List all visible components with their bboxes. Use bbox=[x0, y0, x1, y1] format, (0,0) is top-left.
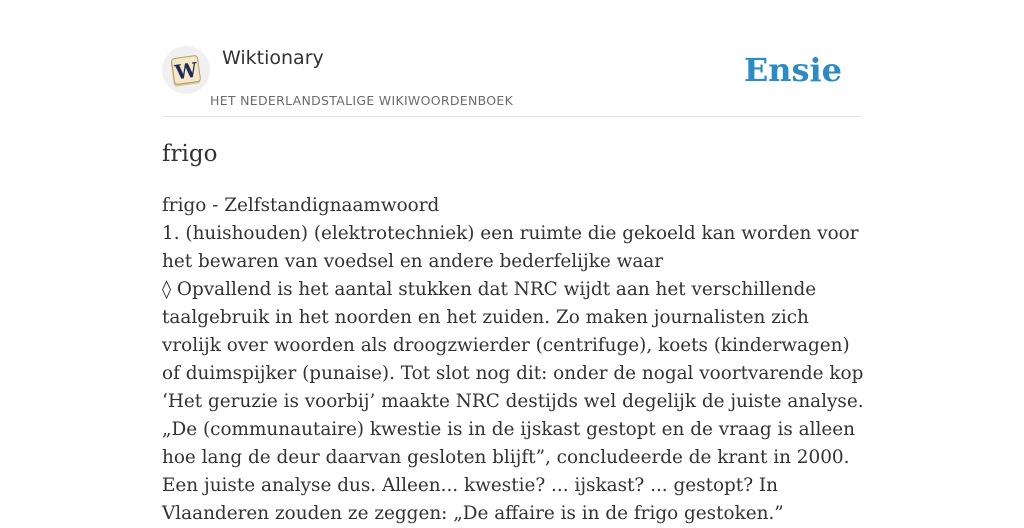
entry-content bbox=[162, 138, 872, 528]
site-name[interactable]: Wiktionary bbox=[222, 47, 324, 69]
definition-text: 1. (huishouden) (elektrotechniek) een ruimte die gekoeld kan worden voor het bewaren van voedsel en andere bederfelijke waar bbox=[162, 223, 859, 272]
ensie-brand-link[interactable]: Ensie bbox=[743, 51, 842, 89]
page-title: frigo bbox=[162, 141, 218, 167]
svg-text:W: W bbox=[173, 57, 199, 85]
word-class-line: frigo - Zelfstandignaamwoord bbox=[162, 195, 440, 216]
entry-body bbox=[162, 192, 872, 528]
site-tagline: HET NEDERLANDSTALIGE WIKIWOORDENBOEK bbox=[210, 93, 514, 108]
example-text: ◊ Opvallend is het aantal stukken dat NRC wijdt aan het verschillende taalgebruik in het noorden en het zuiden. Zo maken journalisten zich vrolijk over woorden als droogzwierder (centrifuge), koets (kinderwagen) of duimspijker (punaise). Tot slot nog dit: onder de nogal voortvarende kop ‘Het geruzie is voorbij’ maakte NRC destijds wel degelijk de juiste analyse. „De (communautaire) kwestie is in de ijskast gestopt en de vraag is alleen hoe lang de deur daarvan gesloten blijft”, concludeerde de krant in 2000. Een juiste analyse dus. Alleen... kwestie? ... ijskast? ... gestopt? In Vlaanderen zouden ze zeggen: „De affaire is in de frigo gestoken.” bbox=[162, 279, 864, 524]
wiktionary-logo-icon[interactable] bbox=[162, 46, 210, 94]
site-header bbox=[162, 40, 862, 117]
